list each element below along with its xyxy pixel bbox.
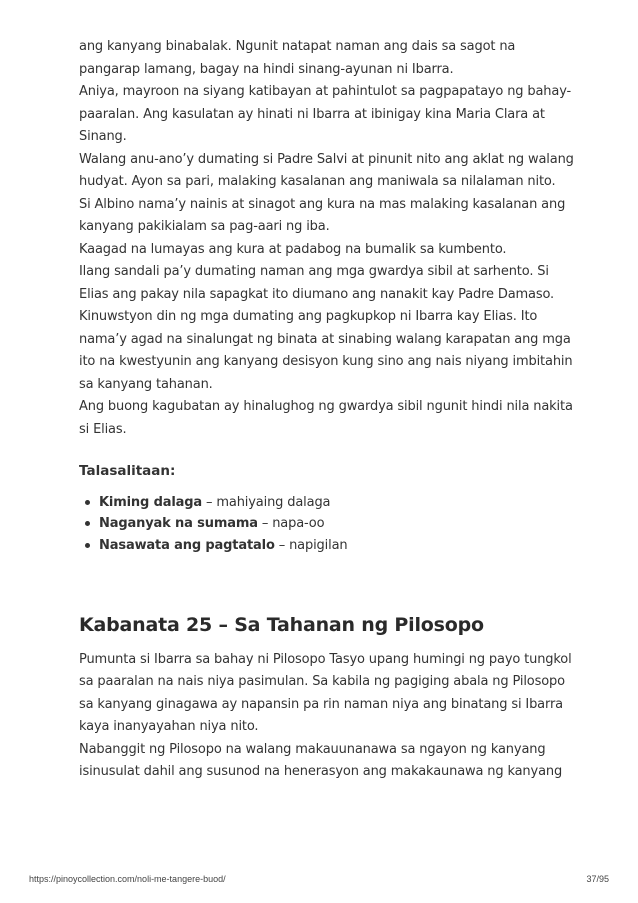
glossary-item [99, 492, 574, 513]
footer-url[interactable]: https://pinoycollection.com/noli-me-tangere-buod/ [29, 874, 226, 884]
paragraph: Ang buong kagubatan ay hinalughog ng gwardya sibil ngunit hindi nila nakita si Elias. [79, 399, 573, 437]
chapter-body [79, 649, 574, 784]
page-footer [29, 874, 609, 886]
glossary-item [99, 535, 574, 556]
glossary-term: Kiming dalaga [99, 495, 203, 510]
chapter-title: Kabanata 25 – Sa Tahanan ng Pilosopo [79, 613, 484, 636]
glossary-definition: – napigilan [274, 537, 348, 553]
paragraph: Kaagad na lumayas ang kura at padabog na bumalik sa kumbento. [79, 241, 507, 257]
paragraph: Nabanggit ng Pilosopo na walang makauunanawa sa ngayon ng kanyang isinusulat dahil ang susunod na henerasyon ang makakaunawa ng kanyang [79, 741, 563, 780]
glossary-heading: Talasalitaan: [79, 463, 176, 479]
paragraph: Si Albino nama’y nainis at sinagot ang kura na mas malaking kasalanan ang kanyang pakikialam sa pag-aari ng iba. [79, 196, 566, 234]
paragraph: Pumunta si Ibarra sa bahay ni Pilosopo Tasyo upang humingi ng payo tungkol sa paaralan na nais niya pasimulan. Sa kabila ng pagiging abala ng Pilosopo sa kanyang ginagawa ay napansin pa rin naman niya ang binatang si Ibarra kaya inanyayahan niya nito. [79, 651, 572, 735]
paragraph: Aniya, mayroon na siyang katibayan at pahintulot sa pagpapatayo ng bahay-paaralan. Ang kasulatan ay hinati ni Ibarra at ibinigay kina Maria Clara at Sinang. [79, 84, 572, 144]
page-content [79, 0, 574, 784]
glossary-item [99, 513, 574, 534]
glossary-definition: – napa-oo [257, 516, 325, 532]
paragraph: ang kanyang binabalak. Ngunit natapat naman ang dais sa sagot na pangarap lamang, bagay na hindi sinang-ayunan ni Ibarra. [79, 39, 516, 77]
page-number: 37/95 [586, 874, 609, 884]
paragraph: Walang anu-ano’y dumating si Padre Salvi at pinunit nito ang aklat ng walang hudyat. Ayon sa pari, malaking kasalanan ang maniwala sa nilalaman nito. [79, 151, 574, 189]
glossary-term: Nasawata ang pagtatalo [99, 537, 275, 553]
paragraph: Ilang sandali pa’y dumating naman ang mga gwardya sibil at sarhento. Si Elias ang pakay nila sapagkat ito diumano ang nanakit kay Padre Damaso. [79, 264, 555, 302]
glossary-definition: – mahiyaing dalaga [202, 495, 331, 510]
glossary-list [79, 492, 574, 556]
glossary-term: Naganyak na sumama [99, 516, 258, 532]
paragraph: Kinuwstyon din ng mga dumating ang pagkupkop ni Ibarra kay Elias. Ito nama’y agad na sinalungat ng binata at sinabing walang karapatan ang mga ito na kwestyunin ang kanyang desisyon kung sino ang nais niyang imbitahin sa kanyang tahanan. [79, 309, 573, 392]
